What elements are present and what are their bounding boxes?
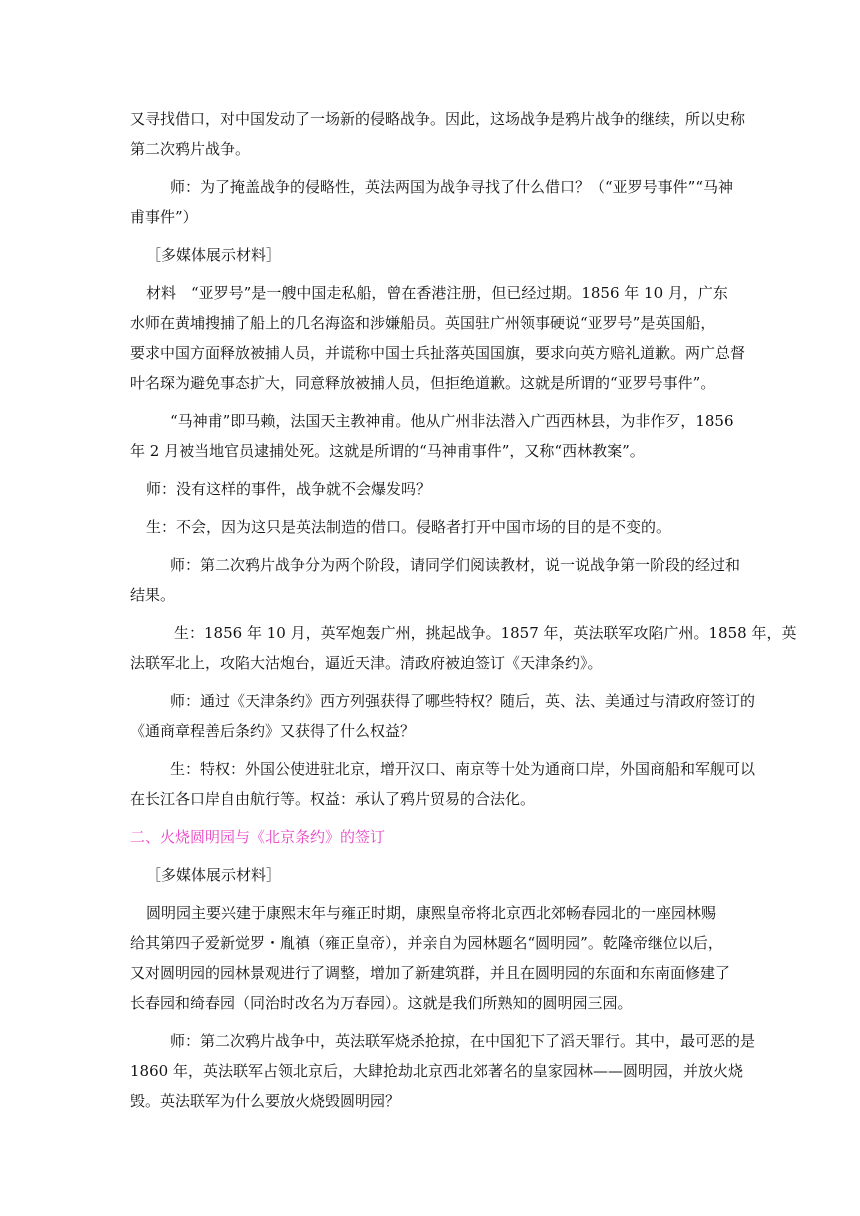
paragraph [130, 278, 746, 398]
document-body [130, 104, 797, 1116]
text-line: 《通商章程善后条约》又获得了什么权益？ [130, 722, 416, 740]
text-line: 法联军北上，攻陷大沽炮台，逼近天津。清政府被迫签订《天津条约》。 [130, 654, 603, 672]
text-line: 又对圆明园的园林景观进行了调整，增加了新建筑群，并且在圆明园的东面和东南面修建了 [130, 964, 731, 982]
text-line: 生：1856 年 10 月，英军炮轰广州，挑起战争。1857 年，英法联军攻陷广州。1858 年，英 [174, 624, 797, 642]
text-line: 又寻找借口，对中国发动了一场新的侵略战争。因此，这场战争是鸦片战争的继续，所以史称 [130, 110, 746, 128]
text-line: 毁。英法联军为什么要放火烧毁圆明园？ [130, 1092, 401, 1110]
text-line: 师：第二次鸦片战争分为两个阶段，请同学们阅读教材，说一说战争第一阶段的经过和 [170, 556, 741, 574]
section-heading [130, 822, 730, 852]
text-line: 甫事件”） [130, 208, 198, 226]
text-line: “马神甫”即马赖，法国天主教神甫。他从广州非法潜入广西西林县，为非作歹，1856 [170, 412, 734, 430]
text-line: 给其第四子爱新觉罗・胤禛（雍正皇帝），并亲自为园林题名“圆明园”。乾隆帝继位以后， [130, 934, 723, 952]
text-line: 水师在黄埔搜捕了船上的几名海盗和涉嫌船员。英国驻广州领事硬说“亚罗号”是英国船， [130, 314, 716, 332]
text-line: 叶名琛为避免事态扩大，同意释放被捕人员，但拒绝道歉。这就是所谓的“亚罗号事件”。 [130, 374, 716, 392]
text-line: 生：不会，因为这只是英法制造的借口。侵略者打开中国市场的目的是不变的。 [146, 518, 672, 536]
text-line: 长春园和绮春园（同治时改名为万春园）。这就是我们所熟知的圆明园三园。 [130, 994, 633, 1012]
text-line: 师：为了掩盖战争的侵略性，英法两国为战争寻找了什么借口？（“亚罗号事件”“马神 [170, 178, 734, 196]
text-line: 要求中国方面释放被捕人员，并谎称中国士兵扯落英国国旗，要求向英方赔礼道歉。两广总督 [130, 344, 746, 362]
text-line: 结果。 [130, 586, 176, 604]
paragraph [130, 104, 746, 164]
text-line: 师：第二次鸦片战争中，英法联军烧杀抢掠，在中国犯下了滔天罪行。其中，最可恶的是 [170, 1032, 756, 1050]
paragraph [130, 474, 730, 504]
text-line: 圆明园主要兴建于康熙末年与雍正时期，康熙皇帝将北京西北郊畅春园北的一座园林赐 [146, 904, 717, 922]
paragraph [130, 172, 734, 232]
text-line: 在长江各口岸自由航行等。权益：承认了鸦片贸易的合法化。 [130, 790, 536, 808]
paragraph [130, 618, 797, 678]
paragraph [130, 550, 741, 610]
paragraph [130, 860, 730, 890]
text-line: 年 2 月被当地官员逮捕处死。这就是所谓的“马神甫事件”，又称“西林教案”。 [130, 442, 645, 460]
text-line: 材料 “亚罗号”是一艘中国走私船，曾在香港注册，但已经过期。1856 年 10 月，广东 [146, 284, 728, 302]
paragraph [130, 240, 730, 270]
text-line: ［多媒体展示材料］ [146, 246, 282, 264]
text-line: 师：没有这样的事件，战争就不会爆发吗？ [146, 480, 432, 498]
paragraph [130, 686, 756, 746]
paragraph [130, 754, 756, 814]
text-line: 第二次鸦片战争。 [130, 140, 251, 158]
text-line: 师：通过《天津条约》西方列强获得了哪些特权？随后，英、法、美通过与清政府签订的 [170, 692, 756, 710]
paragraph [130, 898, 730, 1018]
paragraph [130, 512, 730, 542]
text-line: 二、火烧圆明园与《北京条约》的签订 [130, 828, 386, 846]
paragraph [130, 1026, 756, 1116]
text-line: ［多媒体展示材料］ [146, 866, 282, 884]
text-line: 生：特权：外国公使进驻北京，增开汉口、南京等十处为通商口岸，外国商船和军舰可以 [170, 760, 756, 778]
paragraph [130, 406, 734, 466]
text-line: 1860 年，英法联军占领北京后，大肆抢劫北京西北郊著名的皇家园林——圆明园，并放火烧 [130, 1062, 743, 1080]
